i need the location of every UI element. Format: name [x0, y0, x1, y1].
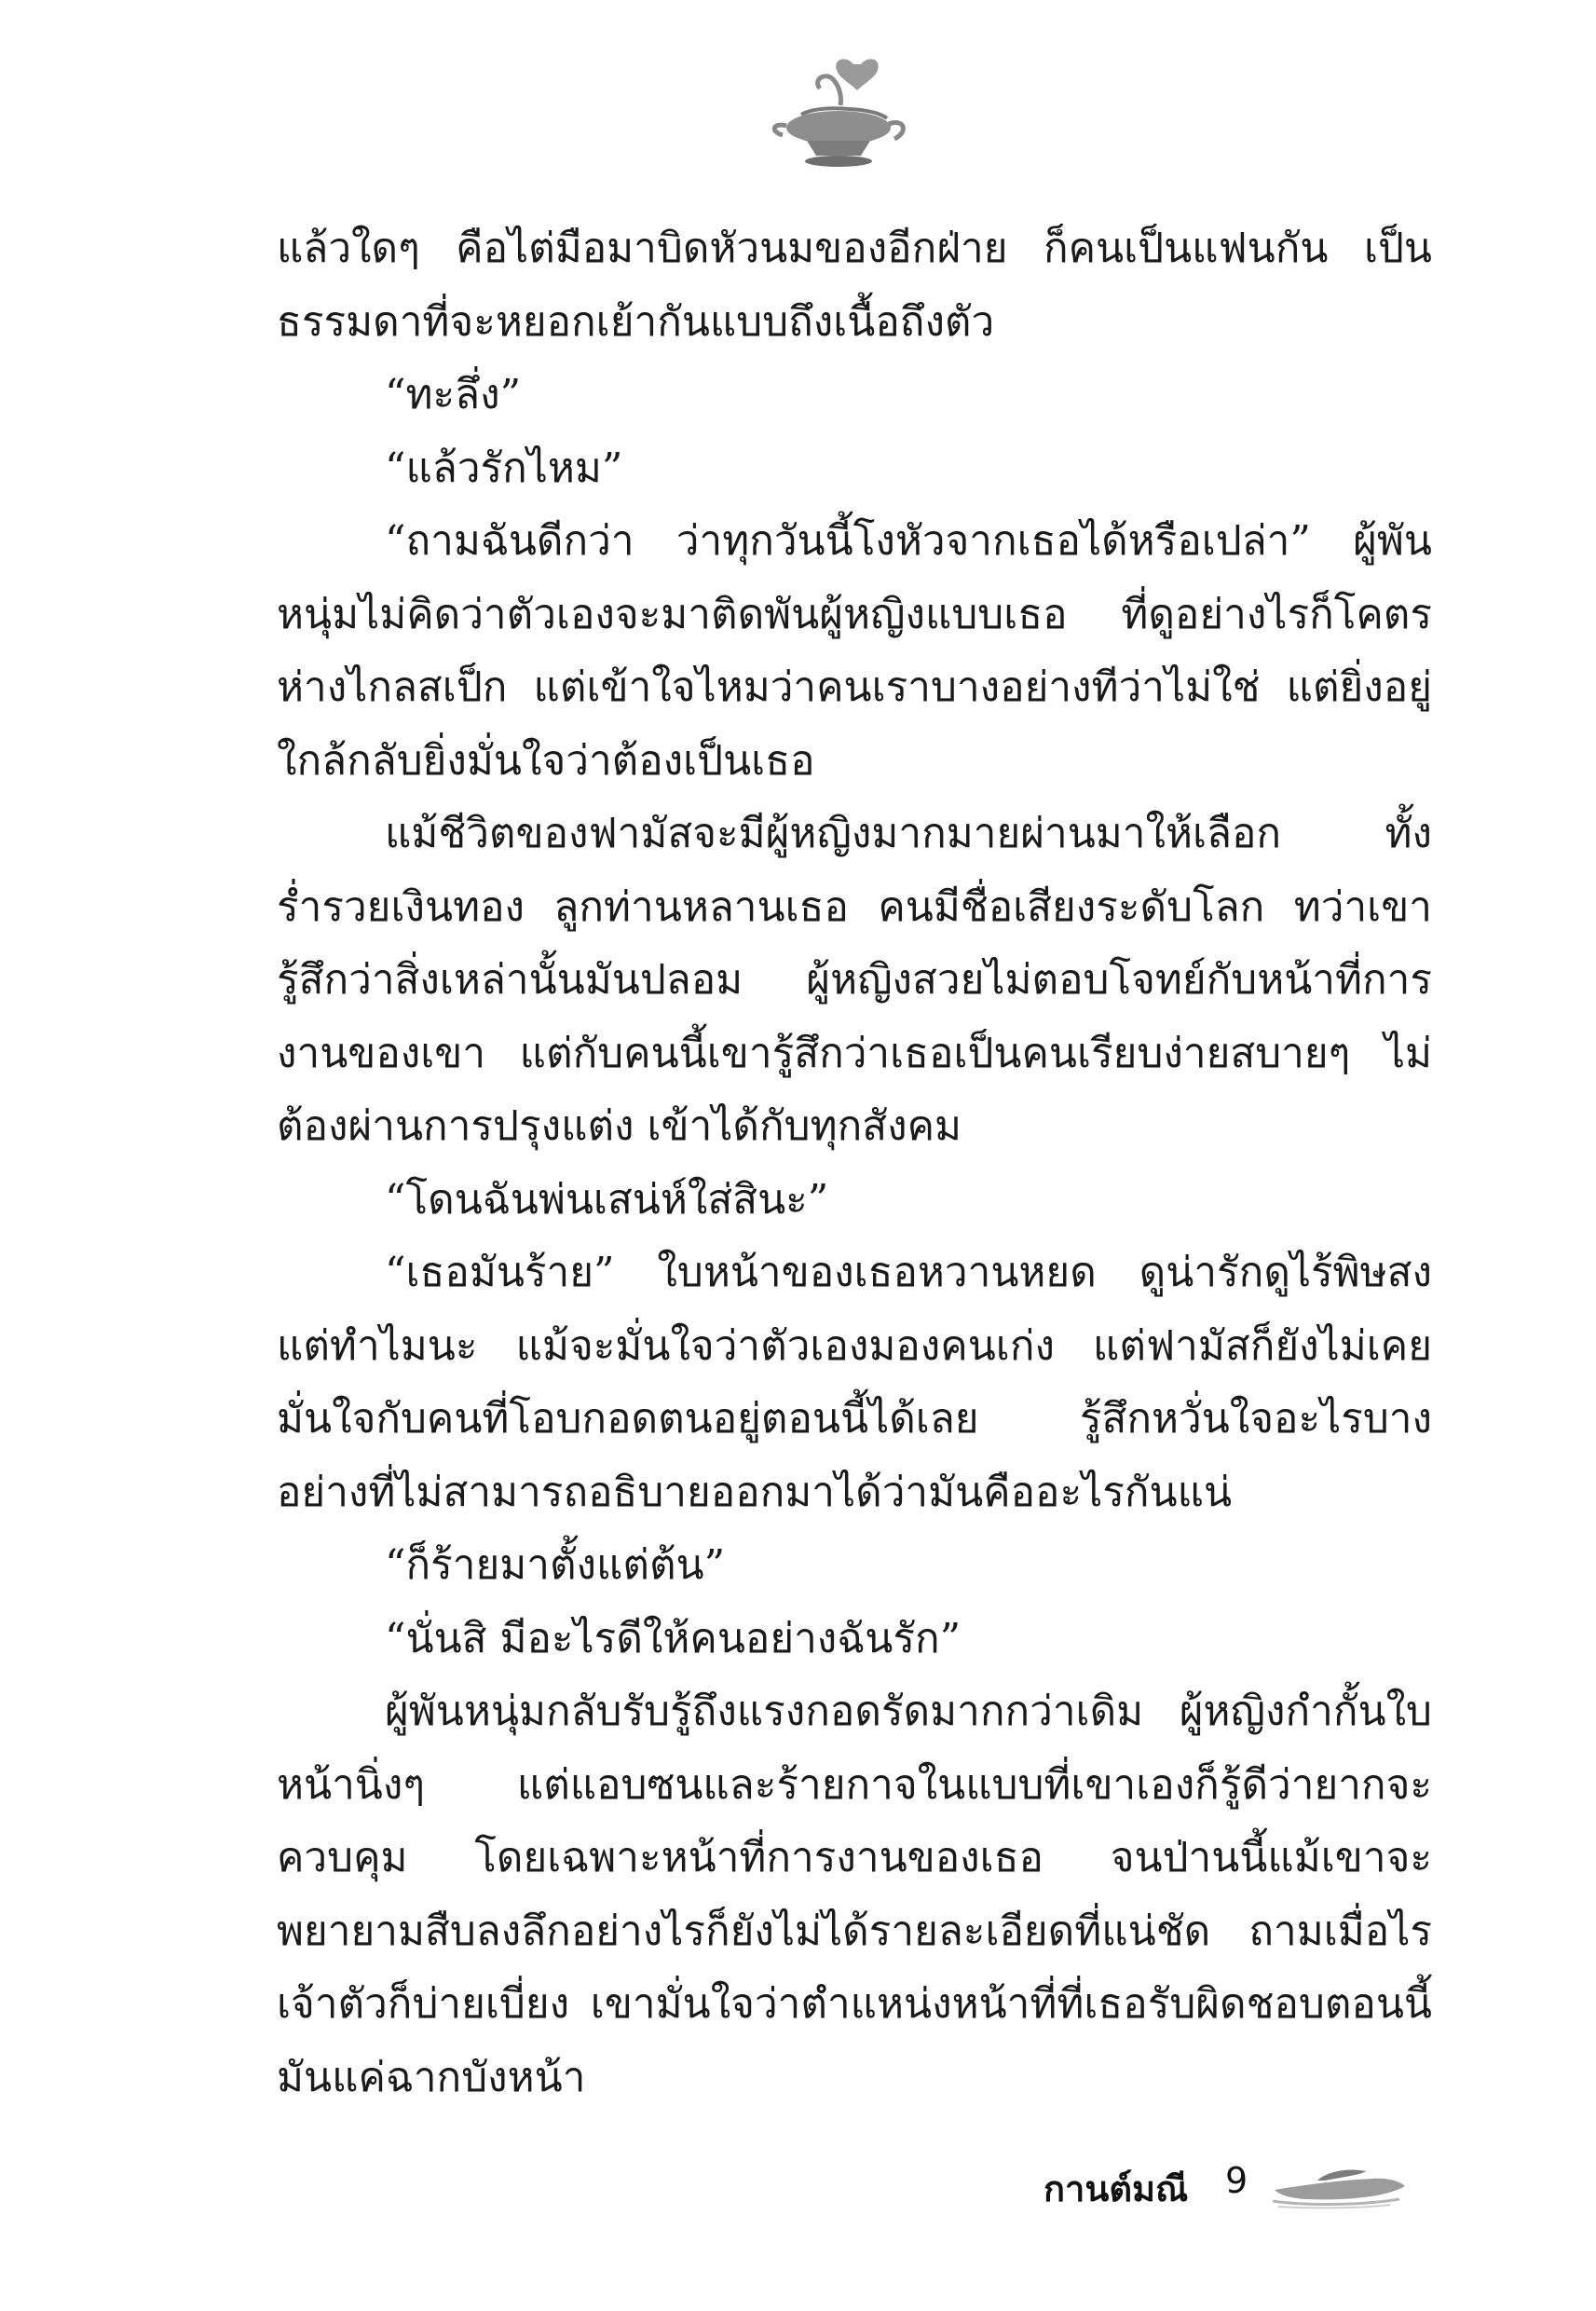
page-number: 9: [1225, 2160, 1248, 2201]
paragraph: “ก็ร้ายมาตั้งแต่ต้น”: [385, 1541, 726, 1589]
paragraph: “นั่นสิ มีอะไรดีให้คนอย่างฉันรัก”: [385, 1614, 962, 1662]
paragraph: “เธอมันร้าย” ใบหน้าของเธอหวานหยด ดูน่ารักดูไร้พิษสง แต่ทำไมนะ แม้จะมั่นใจว่าตัวเองมองคนเก่ง แต่ฟามัสก็ยังไม่เคยมั่นใจกับคนที่โอบกอดตนอยู่ตอนนี้ได้เลย รู้สึกหวั่นใจอะไรบางอย่างที่ไม่สามารถอธิบายออกมาได้ว่ามันคืออะไรกันแน่: [277, 1249, 1432, 1516]
author-name: กานต์มณี: [1044, 2168, 1189, 2209]
paragraph: แล้วใดๆ คือไต่มือมาบิดหัวนมของอีกฝ่าย ก็คนเป็นแฟนกัน เป็นธรรมดาที่จะหยอกเย้ากันแบบถึงเนื้อถึงตัว: [277, 225, 1432, 346]
paragraph: “ถามฉันดีกว่า ว่าทุกวันนี้โงหัวจากเธอได้หรือเปล่า” ผู้พันหนุ่มไม่คิดว่าตัวเองจะมาติดพันผู้หญิงแบบเธอ ที่ดูอย่างไรก็โคตรห่างไกลสเป็ก แต่เข้าใจไหมว่าคนเราบางอย่างทีว่าไม่ใช่ แต่ยิ่งอยู่ใกล้กลับยิ่งมั่นใจว่าต้องเป็นเธอ: [277, 517, 1432, 785]
chapter-body: [277, 212, 1432, 2114]
paragraph: ผู้พันหนุ่มกลับรับรู้ถึงแรงกอดรัดมากกว่าเดิม ผู้หญิงกำกั้นใบหน้านิ่งๆ แต่แอบซนและร้ายกาจในแบบที่เขาเองก็รู้ดีว่ายากจะควบคุม โดยเฉพาะหน้าที่การงานของเธอ จนป่านนี้แม้เขาจะพยายามสืบลงลึกอย่างไรก็ยังไม่ได้รายละเอียดที่แน่ชัด ถามเมื่อไรเจ้าตัวก็บ่ายเบี่ยง เขามั่นใจว่าตำแหน่งหน้าที่ที่เธอรับผิดชอบตอนนี้มันแค่ฉากบังหน้า: [277, 1688, 1432, 2101]
paragraph: “ทะลึ่ง”: [385, 371, 522, 418]
speedboat-icon: [1269, 2158, 1409, 2210]
paragraph: “โดนฉันพ่นเสน่ห์ใส่สินะ”: [385, 1175, 829, 1224]
paragraph: แม้ชีวิตของฟามัสจะมีผู้หญิงมากมายผ่านมาให้เลือก ทั้งร่ำรวยเงินทอง ลูกท่านหลานเธอ คนมีชื่อเสียงระดับโลก ทว่าเขารู้สึกว่าสิ่งเหล่านั้นมันปลอม ผู้หญิงสวยไม่ตอบโจทย์กับหน้าที่การงานของเขา แต่กับคนนี้เขารู้สึกว่าเธอเป็นคนเรียบง่ายสบายๆ ไม่ต้องผ่านการปรุงแต่ง เข้าได้กับทุกสังคม: [277, 810, 1432, 1150]
lamp-heart-ornament-icon: [764, 51, 913, 172]
page-footer: [1025, 2153, 1416, 2218]
paragraph: “แล้วรักไหม”: [385, 444, 623, 492]
